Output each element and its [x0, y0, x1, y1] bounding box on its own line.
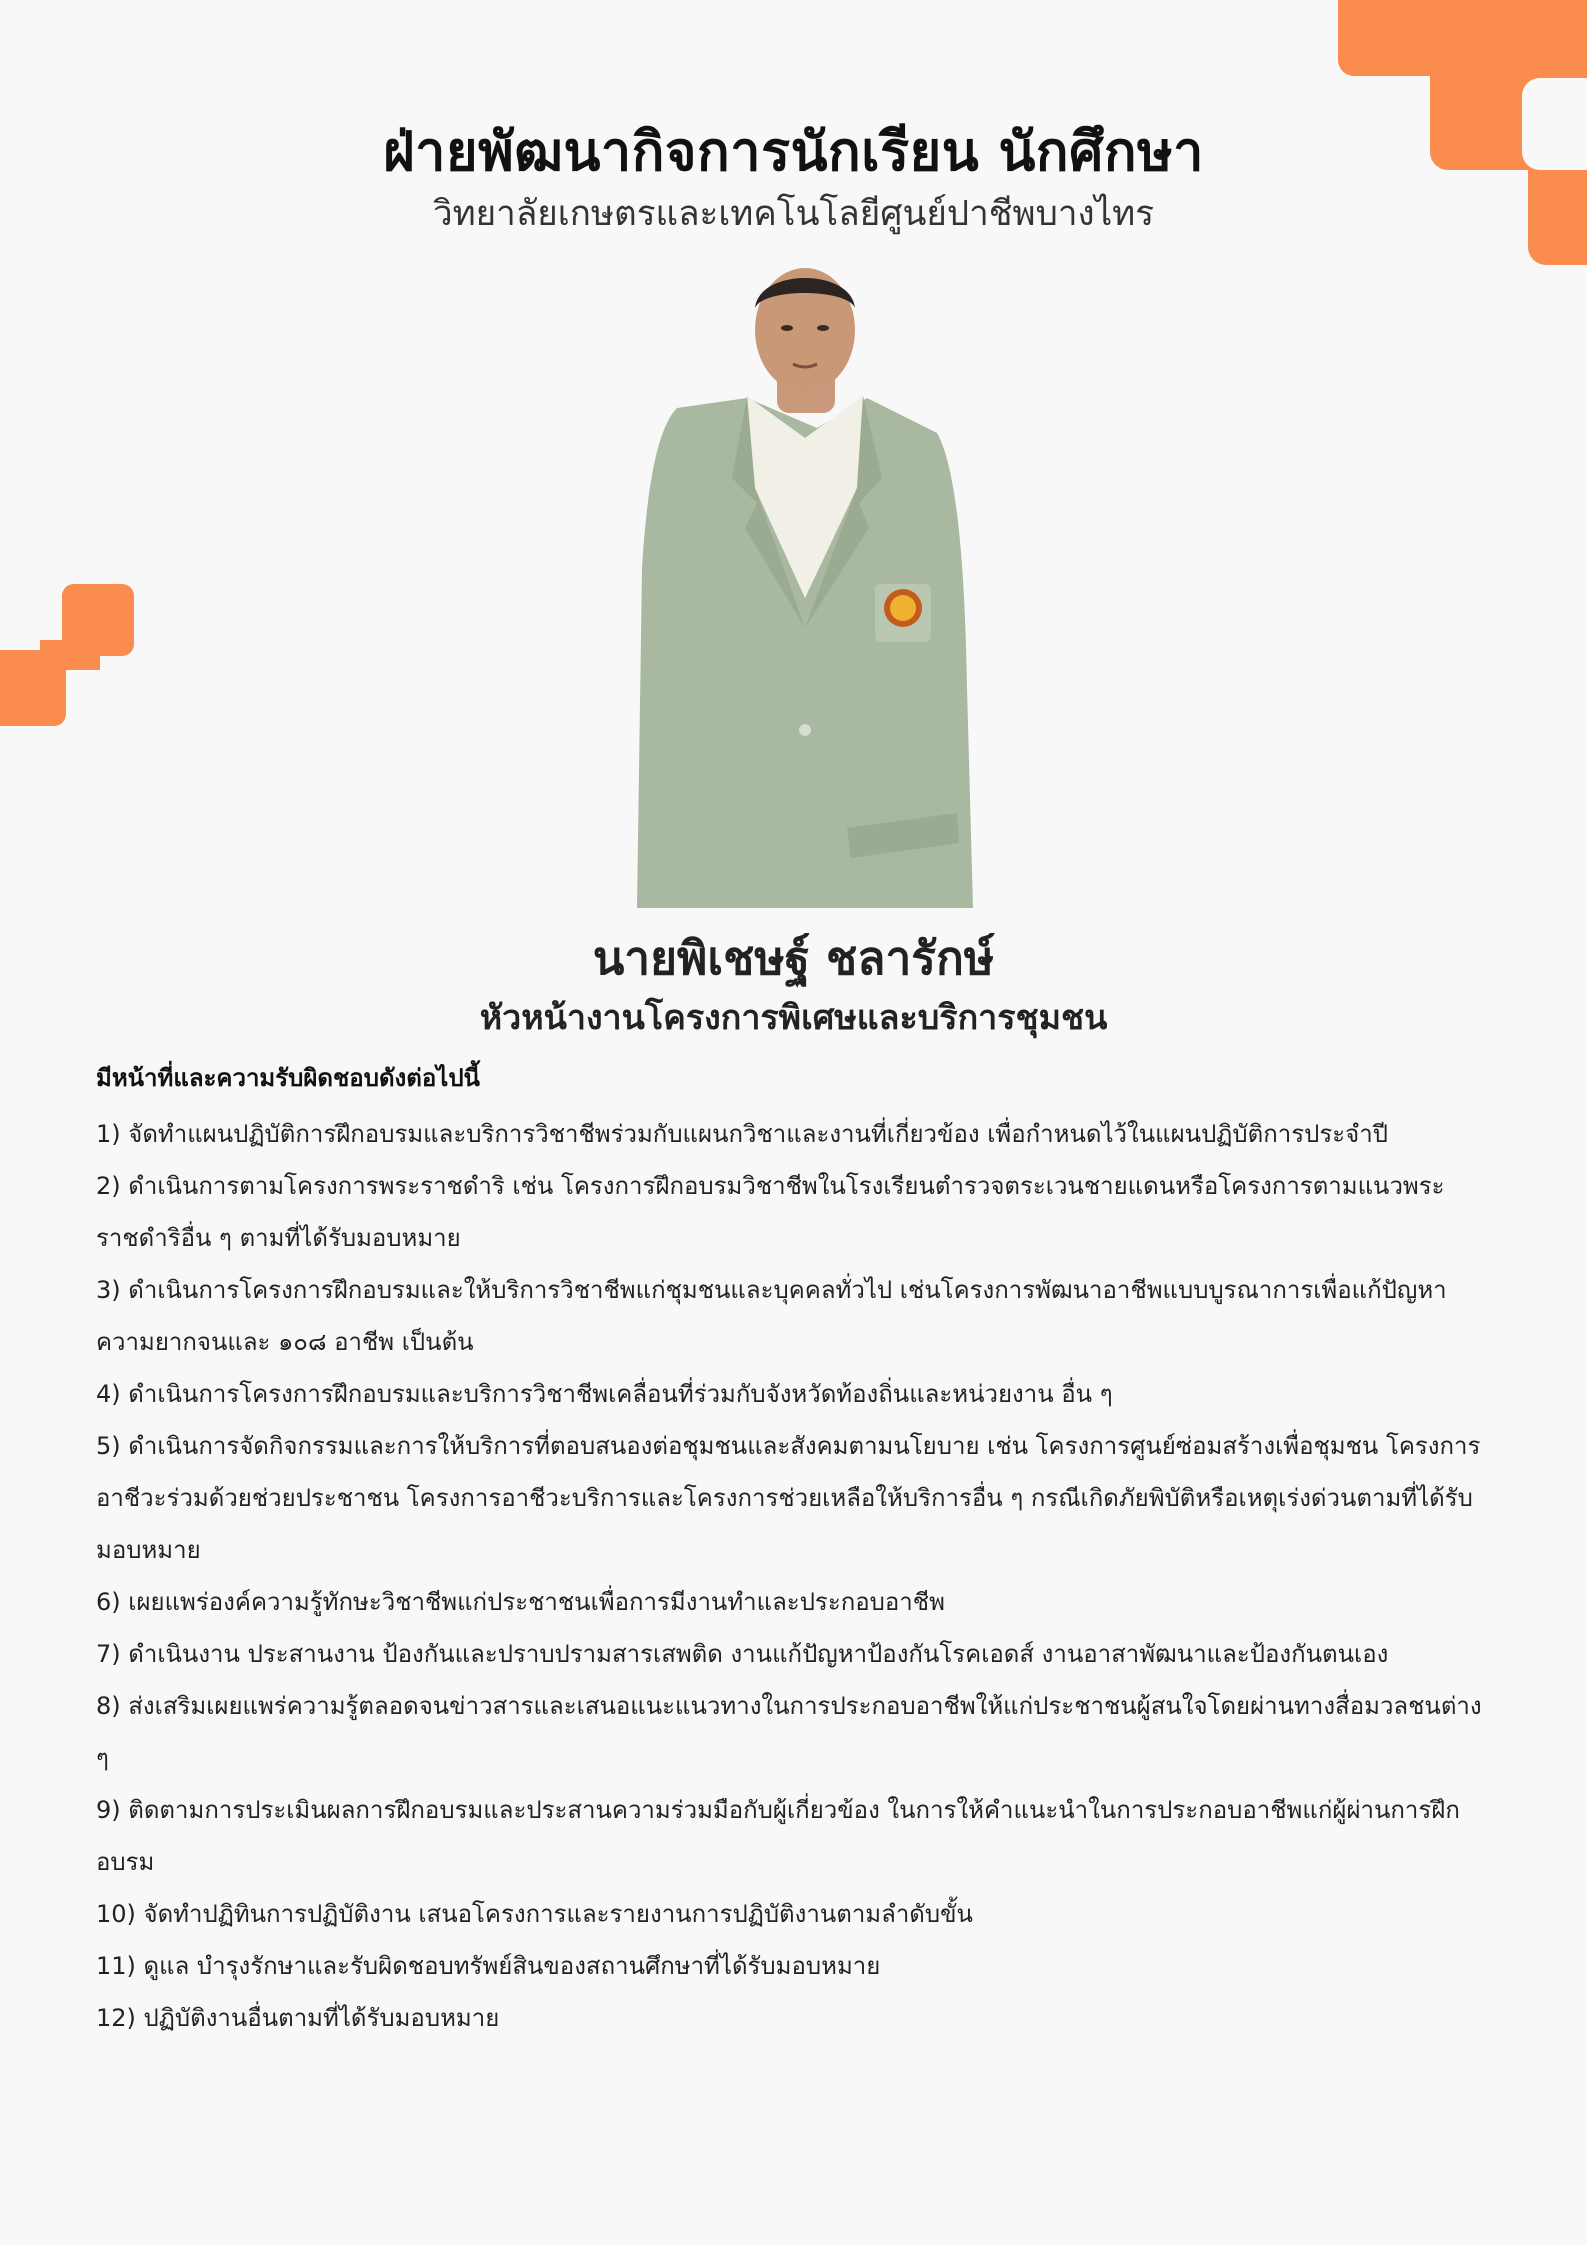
page-subtitle: วิทยาลัยเกษตรและเทคโนโลยีศูนย์ปาชีพบางไทร	[432, 194, 1155, 234]
duty-item: 11) ดูแล บำรุงรักษาและรับผิดชอบทรัพย์สินของสถานศึกษาที่ได้รับมอบหมาย	[96, 1952, 881, 1980]
duty-item: 10) จัดทำปฏิทินการปฏิบัติงาน เสนอโครงการและรายงานการปฏิบัติงานตามลำดับขั้น	[96, 1900, 973, 1928]
duty-item: 12) ปฏิบัติงานอื่นตามที่ได้รับมอบหมาย	[96, 2004, 500, 2032]
person-name: นายพิเชษฐ์ ชลารักษ์	[592, 931, 995, 985]
duty-item: 3) ดำเนินการโครงการฝึกอบรมและให้บริการวิชาชีพแก่ชุมชนและบุคคลทั่วไป เช่นโครงการพัฒนาอาชีพแบบบูรณาการเพื่อแก้ปัญหาความยากจนและ ๑๐๘ อาชีพ เป็นต้น	[96, 1276, 1447, 1356]
duty-item: 5) ดำเนินการจัดกิจกรรมและการให้บริการที่ตอบสนองต่อชุมชนและสังคมตามนโยบาย เช่น โครงการศูนย์ซ่อมสร้างเพื่อชุมชน โครงการอาชีวะร่วมด้วยช่วยประชาชน โครงการอาชีวะบริการและโครงการช่วยเหลือให้บริการอื่น ๆ กรณีเกิดภัยพิบัติหรือเหตุเร่งด่วนตามที่ได้รับมอบหมาย	[96, 1432, 1481, 1564]
duties-section	[96, 1058, 1496, 2044]
duty-item: 9) ติดตามการประเมินผลการฝึกอบรมและประสานความร่วมมือกับผู้เกี่ยวข้อง ในการให้คำแนะนำในการประกอบอาชีพแก่ผู้ผ่านการฝึกอบรม	[96, 1796, 1460, 1876]
duty-item: 2) ดำเนินการตามโครงการพระราชดำริ เช่น โครงการฝึกอบรมวิชาชีพในโรงเรียนตำรวจตระเวนชายแดนหรือโครงการตามแนวพระราชดำริอื่น ๆ ตามที่ได้รับมอบหมาย	[96, 1172, 1445, 1252]
duty-item: 7) ดำเนินงาน ประสานงาน ป้องกันและปราบปรามสารเสพติด งานแก้ปัญหาป้องกันโรคเอดส์ งานอาสาพัฒนาและป้องกันตนเอง	[96, 1640, 1389, 1668]
person-photo	[637, 268, 973, 908]
duty-item: 4) ดำเนินการโครงการฝึกอบรมและบริการวิชาชีพเคลื่อนที่ร่วมกับจังหวัดท้องถิ่นและหน่วยงาน อื่น ๆ	[96, 1380, 1113, 1408]
side-decoration-left-lower	[0, 650, 66, 726]
person-position: หัวหน้างานโครงการพิเศษและบริการชุมชน	[479, 998, 1108, 1038]
duty-item: 1) จัดทำแผนปฏิบัติการฝึกอบรมและบริการวิชาชีพร่วมกับแผนกวิชาและงานที่เกี่ยวข้อง เพื่อกำหนดไว้ในแผนปฏิบัติการประจำปี	[96, 1120, 1388, 1148]
duties-heading: มีหน้าที่และความรับผิดชอบดังต่อไปนี้	[96, 1064, 480, 1092]
duty-item: 8) ส่งเสริมเผยแพร่ความรู้ตลอดจนข่าวสารและเสนอแนะแนวทางในการประกอบอาชีพให้แก่ประชาชนผู้สนใจโดยผ่านทางสื่อมวลชนต่าง ๆ	[96, 1692, 1482, 1772]
duty-item: 6) เผยแพร่องค์ความรู้ทักษะวิชาชีพแก่ประชาชนเพื่อการมีงานทำและประกอบอาชีพ	[96, 1588, 945, 1616]
page-title: ฝ่ายพัฒนากิจการนักเรียน นักศึกษา	[383, 120, 1204, 183]
